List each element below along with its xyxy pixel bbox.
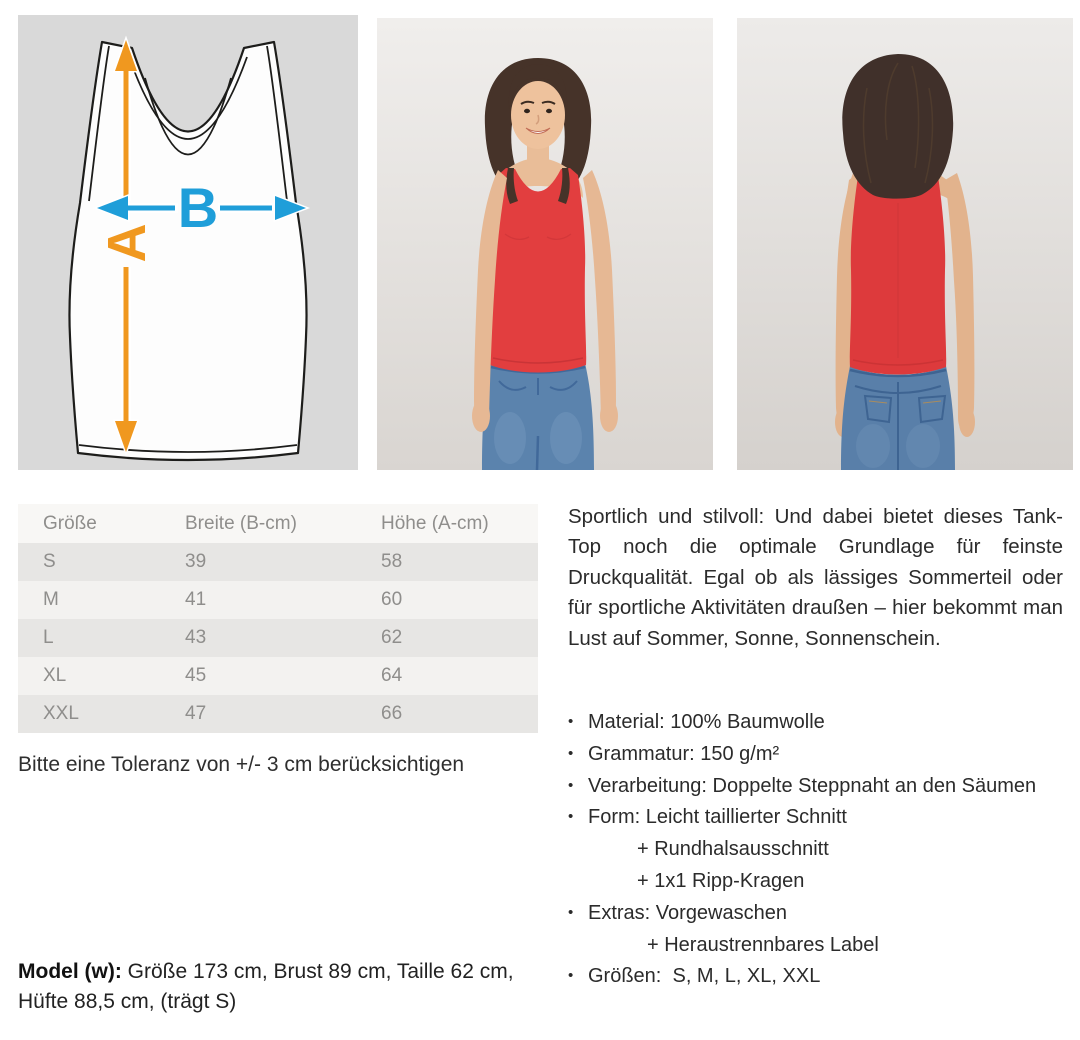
model-front-illustration [377,18,713,470]
size-cell: L [18,619,160,657]
list-item: • Grammatur: 150 g/m² [568,742,780,765]
breite-cell: 41 [160,581,356,619]
model-back-photo [737,18,1073,470]
list-item: • Material: 100% Baumwolle [568,711,825,733]
list-item: + Heraustrennbares Label [647,933,879,956]
table-row [18,657,538,695]
bullet-icon: • [568,967,574,985]
breite-cell: 45 [160,657,356,695]
label-a: A [97,223,157,263]
size-cell: M [18,581,160,619]
model-info-text: Größe 173 cm, Brust 89 cm, Taille 62 cm, Hüfte 88,5 cm, (trägt S) [18,960,520,1013]
size-cell: XL [18,657,160,695]
bullet-icon: • [568,744,574,762]
bullet-icon: • [568,713,574,730]
bullet-icon: • [568,776,574,794]
model-info-label: Model (w): [18,960,122,983]
model-info [18,957,553,1017]
table-row [18,543,538,581]
jeans-back [841,366,955,470]
size-diagram-image [18,15,358,470]
jeans [482,363,594,470]
product-details-list [568,711,1073,997]
table-row [18,581,538,619]
label-b: B [177,176,219,239]
size-diagram [18,15,358,470]
list-item: • Verarbeitung: Doppelte Steppnaht an den Säumen [568,774,1037,797]
list-item: • Extras: Vorgewaschen [568,901,787,924]
size-cell: XXL [18,695,160,733]
list-item: • Form: Leicht taillierter Schnitt [568,806,847,829]
tolerance-note: Bitte eine Toleranz von +/- 3 cm berücksichtigen [18,753,465,776]
breite-cell: 43 [160,619,356,657]
col-header-groesse: Größe [18,504,160,543]
list-item: • Größen: S, M, L, XL, XXL [568,965,821,988]
hoehe-cell: 60 [356,581,538,619]
hoehe-cell: 66 [356,695,538,733]
breite-cell: 39 [160,543,356,581]
tank-top-front [490,168,586,373]
hoehe-cell: 62 [356,619,538,657]
list-item: + Rundhalsausschnitt [637,838,829,861]
product-description: Sportlich und stilvoll: Und dabei bietet dieses Tank-Top noch die optimale Grundlage für feinste Druckqualität. Egal ob als lässiges Sommerteil oder für sportliche Aktivitäten draußen – hier bekommt man Lust auf Sommer, Sonne, Sonnenschein. [568,505,1063,650]
table-row [18,619,538,657]
hoehe-cell: 64 [356,657,538,695]
tank-top-back [850,168,946,375]
bullet-icon: • [568,903,574,921]
size-cell: S [18,543,160,581]
col-header-hoehe: Höhe (A-cm) [356,504,538,543]
list-item: + 1x1 Ripp-Kragen [637,869,805,892]
model-front-photo [377,18,713,470]
col-header-breite: Breite (B-cm) [160,504,356,543]
hoehe-cell: 58 [356,543,538,581]
model-back-illustration [737,18,1073,470]
breite-cell: 47 [160,695,356,733]
hair-back [842,54,953,199]
table-header-row [18,504,538,543]
table-row [18,695,538,733]
size-table [18,504,538,733]
bullet-icon: • [568,808,574,826]
